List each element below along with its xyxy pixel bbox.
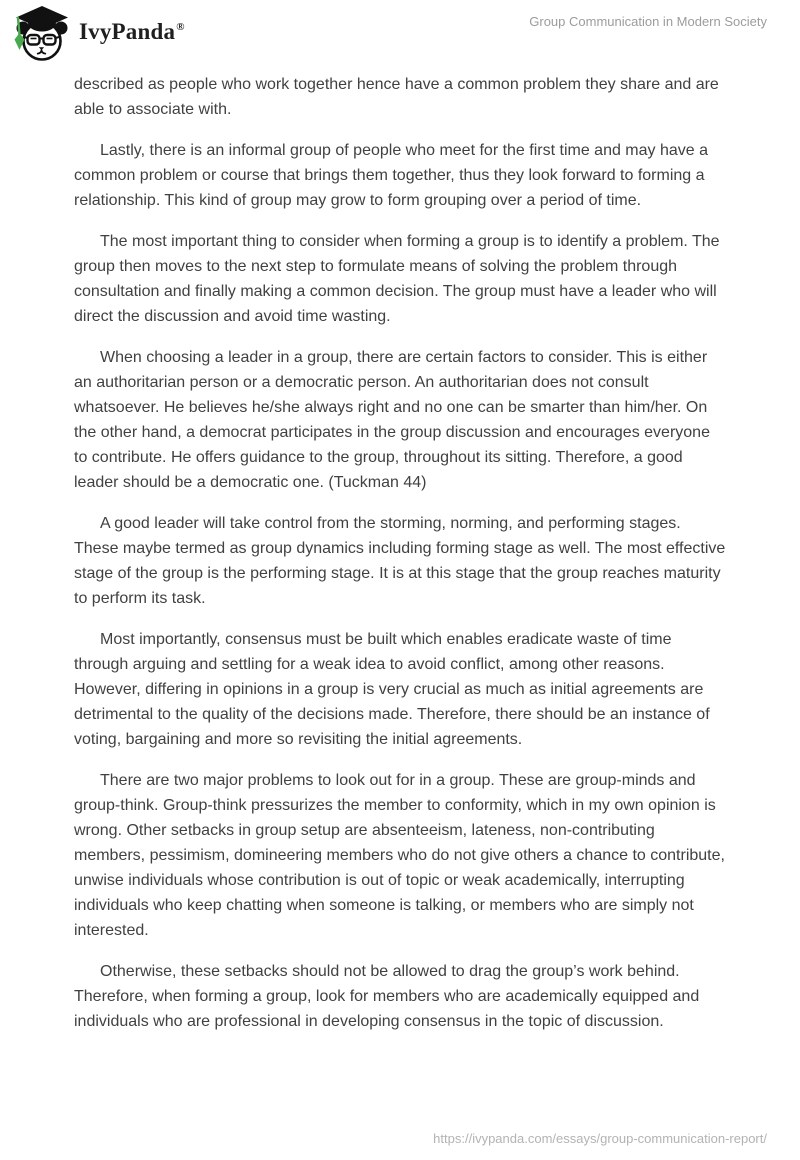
- document-title: Group Communication in Modern Society: [529, 14, 767, 29]
- essay-paragraph: Lastly, there is an informal group of people who meet for the first time and may have a common problem or course that brings them together, thus they look forward to forming a relationship. This kind of group may grow to form grouping over a period of time.: [74, 142, 709, 209]
- registered-trademark: ®: [176, 20, 185, 33]
- essay-paragraph: Most importantly, consensus must be built which enables eradicate waste of time through arguing and settling for a weak idea to avoid conflict, among other reasons. However, differing in opinions in a group is very crucial as much as initial agreements are detrimental to the quality of the decisions made. Therefore, there should be an instance of voting, bargaining and more so revisiting the initial agreements.: [74, 631, 710, 748]
- ivypanda-logo-icon: [14, 5, 68, 61]
- source-url[interactable]: https://ivypanda.com/essays/group-communication-report/: [433, 1131, 767, 1146]
- page-header: [0, 0, 800, 68]
- essay-paragraph: A good leader will take control from the storming, norming, and performing stages. These maybe termed as group dynamics including forming stage as well. The most effective stage of the group is the performing stage. It is at this stage that the group reaches maturity to perform its task.: [74, 515, 726, 607]
- essay-body: [74, 72, 726, 1050]
- essay-paragraph: Otherwise, these setbacks should not be allowed to drag the group’s work behind. Therefore, when forming a group, look for members who are academically equipped and individuals who are professional in developing consensus in the topic of discussion.: [74, 963, 700, 1030]
- brand-name: [79, 20, 185, 47]
- essay-paragraph: When choosing a leader in a group, there are certain factors to consider. This is either an authoritarian person or a democratic person. An authoritarian does not consult whatsoever. He believes he/she always right and no one can be smarter than him/her. On the other hand, a democrat participates in the group discussion and encourages everyone to contribute. He offers guidance to the group, throughout its sitting. Therefore, a good leader should be a democratic one. (Tuckman 44): [74, 349, 710, 491]
- essay-paragraph: described as people who work together hence have a common problem they share and are able to associate with.: [74, 76, 719, 118]
- essay-paragraph: There are two major problems to look out for in a group. These are group-minds and group-think. Group-think pressurizes the member to conformity, which in my own opinion is wrong. Other setbacks in group setup are absenteeism, lateness, non-contributing members, pessimism, domineering members who do not give others a chance to contribute, unwise individuals whose contribution is out of topic or weak academically, interrupting individuals who keep chatting when someone is talking, or members who are simply not interested.: [74, 772, 725, 939]
- essay-paragraph: The most important thing to consider when forming a group is to identify a problem. The group then moves to the next step to formulate means of solving the problem through consultation and finally making a common decision. The group must have a leader who will direct the discussion and avoid time wasting.: [74, 233, 720, 325]
- brand: [14, 7, 185, 59]
- brand-name-text: IvyPanda: [79, 18, 176, 44]
